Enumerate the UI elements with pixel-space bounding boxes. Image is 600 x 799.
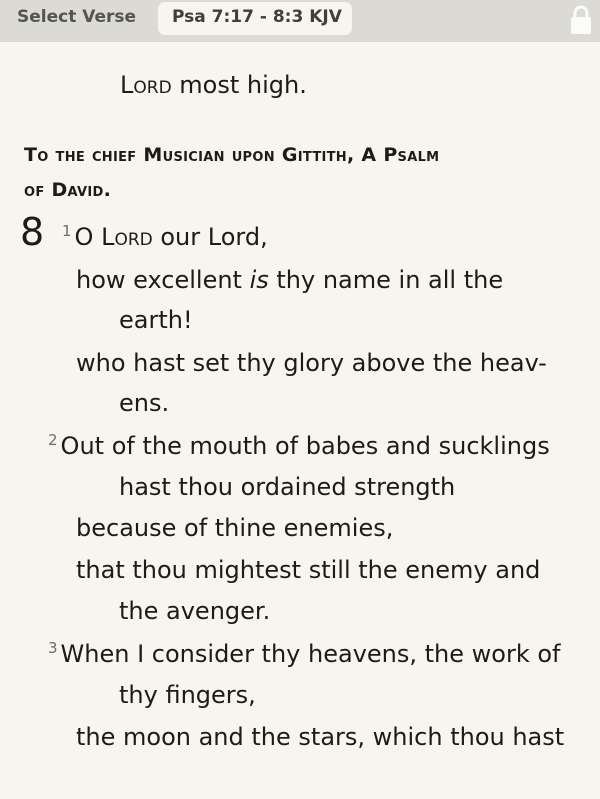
scripture-reader [0,42,600,799]
lord-word: Lord [120,71,172,99]
verse-1-line-3[interactable]: earth! [119,306,193,334]
italic-word: is [249,266,269,294]
psalm-superscription-line-2: of David. [24,179,112,201]
verse-number: 3 [48,639,58,657]
verse-2-line-1[interactable] [48,431,550,464]
verse-2-line-4[interactable]: that thou mightest still the enemy and [76,556,541,584]
verse-3-line-2[interactable]: thy fingers, [119,681,256,709]
reference-selector[interactable] [158,2,352,35]
verse-3-line-3[interactable]: the moon and the stars, which thou hast [76,723,565,751]
text-fragment: our Lord, [152,223,268,251]
select-verse-button[interactable]: Select Verse [17,7,137,27]
text-fragment: how excellent [76,266,250,294]
verse-1-line-5[interactable]: ens. [119,389,170,417]
previous-verse-line [120,70,307,100]
verse-3-line-1[interactable] [48,639,561,672]
text-fragment: O [74,223,102,251]
psalm-superscription-line-1: To the chief Musician upon Gittith, A Psalm [24,144,440,166]
verse-1-line-1[interactable] [62,222,268,255]
chapter-number: 8 [20,210,45,254]
text-fragment: thy name in all the [268,266,504,294]
text-fragment: Out of the mouth of babes and sucklings [60,432,550,460]
verse-1-line-2[interactable] [76,265,503,295]
lock-icon[interactable] [566,4,596,34]
verse-number: 1 [62,222,72,240]
verse-2-line-2[interactable]: hast thou ordained strength [119,473,456,501]
reference-label: Psa 7:17 - 8:3 KJV [172,7,342,27]
lord-word: Lord [101,223,153,251]
verse-2-line-3[interactable]: because of thine enemies, [76,514,394,542]
verse-1-line-4[interactable]: who hast set thy glory above the heav- [76,349,547,377]
top-toolbar [0,0,600,42]
verse-number: 2 [48,431,58,449]
verse-2-line-5[interactable]: the avenger. [119,597,271,625]
text-fragment: most high. [171,71,307,99]
text-fragment: When I consider thy heavens, the work of [60,640,561,668]
